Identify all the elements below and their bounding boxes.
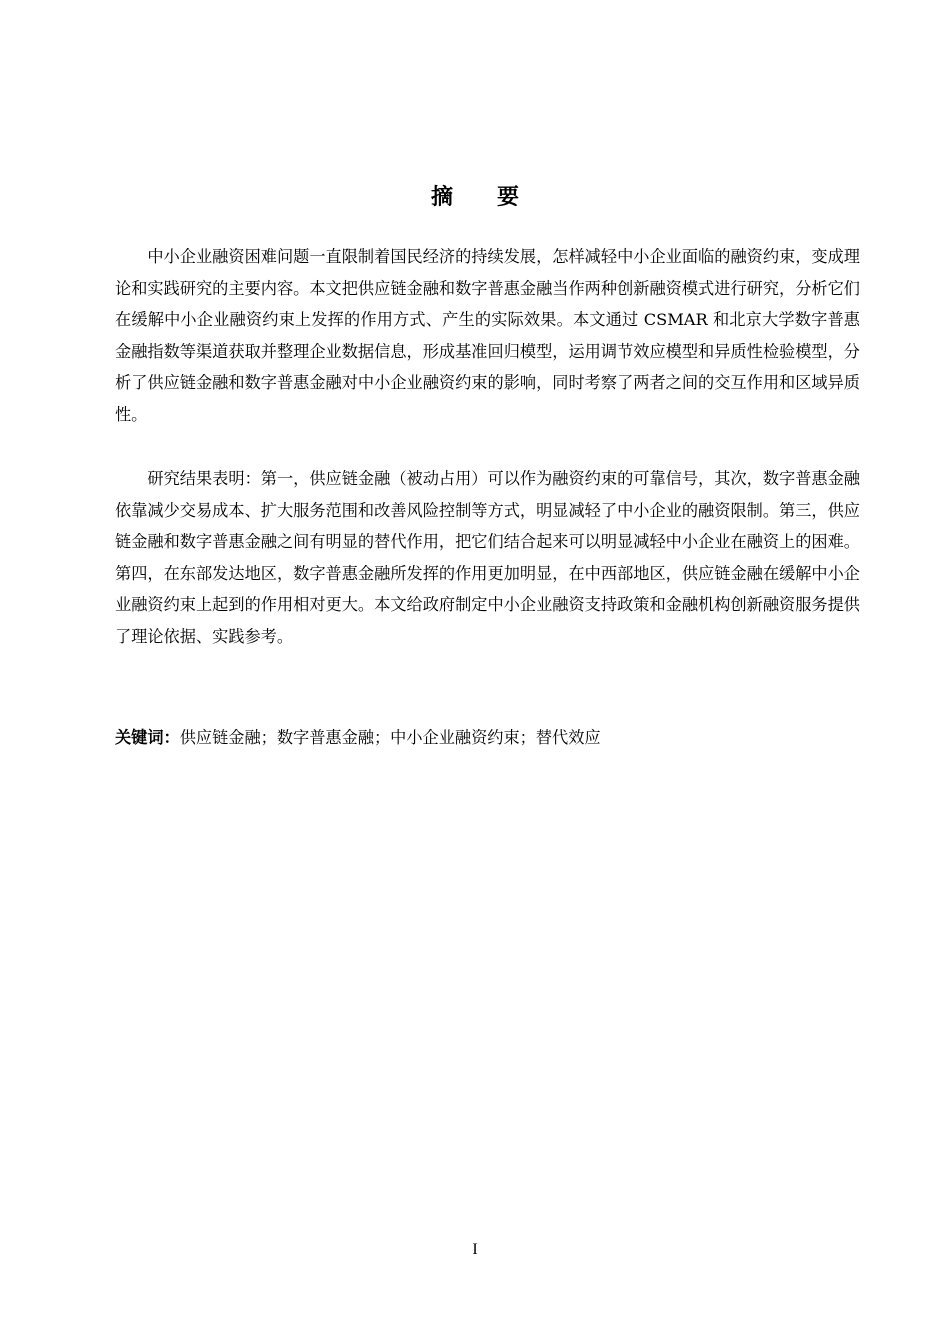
keywords-label: 关键词： <box>115 728 180 747</box>
abstract-title <box>0 180 950 211</box>
keywords-text: 供应链金融；数字普惠金融；中小企业融资约束；替代效应 <box>179 728 601 747</box>
keywords-line <box>115 722 860 754</box>
abstract-paragraph-2: 研究结果表明：第一，供应链金融（被动占用）可以作为融资约束的可靠信号，其次，数字普惠金融依靠减少交易成本、扩大服务范围和改善风险控制等方式，明显减轻了中小企业的融资限制。第三，供应链金融和数字普惠金融之间有明显的替代作用，把它们结合起来可以明显减轻中小企业在融资上的困难。第四，在东部发达地区，数字普惠金融所发挥的作用更加明显，在中西部地区，供应链金融在缓解中小企业融资约束上起到的作用相对更大。本文给政府制定中小企业融资支持政策和金融机构创新融资服务提供了理论依据、实践参考。 <box>115 469 860 646</box>
abstract-paragraph-1: 中小企业融资困难问题一直限制着国民经济的持续发展，怎样减轻中小企业面临的融资约束，变成理论和实践研究的主要内容。本文把供应链金融和数字普惠金融当作两种创新融资模式进行研究，分析它们在缓解中小企业融资约束上发挥的作用方式、产生的实际效果。本文通过 CSMAR 和北京大学数字普惠金融指数等渠道获取并整理企业数据信息，形成基准回归模型，运用调节效应模型和异质性检验模型，分析了供应链金融和数字普惠金融对中小企业融资约束的影响，同时考察了两者之间的交互作用和区域异质性。 <box>115 247 860 424</box>
abstract-title-part2: 要 <box>497 185 520 210</box>
page-number: I <box>472 1241 478 1258</box>
abstract-title-part1: 摘 <box>430 185 453 210</box>
